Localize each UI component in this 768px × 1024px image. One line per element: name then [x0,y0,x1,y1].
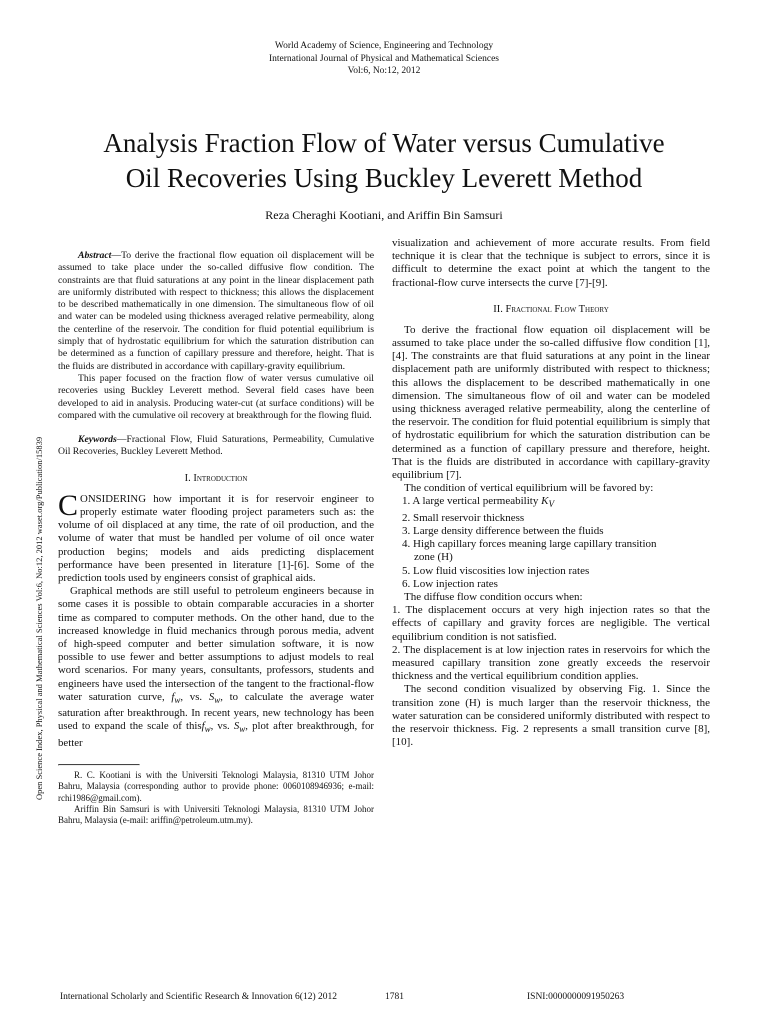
theory-paragraph-1: To derive the fractional flow equation oil displacement will be assumed to take place under the so-called diffusive flow condition [1], [4]. The constraints are that fluid saturations at any point in the linear displacement path are uniformly distributed with respect to thickness; this allows the displacement to be described mathematically in one dimension. The simultaneous flow of oil and water can be modeled using thickness averaged relative permeability, along the centerline of the reservoir. The condition for fluid potential equilibrium is simply that of hydrostatic equilibrium for which the saturation distribution can be determined as a function of capillary pressure and therefore, height. That is the fluids are distributed in accordance with capillary-gravity equilibrium [7]. [392,323,710,482]
journal-volume: Vol:6, No:12, 2012 [347,66,421,76]
footnote-rule [58,764,140,766]
intro-p2-b: , vs. [180,690,209,703]
abstract-paragraph-2: This paper focused on the fraction flow of water versus cumulative oil recoveries using Buckley Leverett method. Several field cases have been developed to aid in analysis. Producing water-cut (at surface conditions) will be compared with the cumulative oil recovery at breakthrough for the flowing fluid. [58,372,374,421]
left-column [58,250,374,826]
list-item [392,495,710,511]
symbol-sw [209,691,220,703]
kv-base: K [541,495,549,508]
fw-base: f [171,690,175,703]
condition-2: 2. The displacement is at low injection rates in reservoirs for which the measured capillary transition zone greatly exceeds the reservoir thickness and the vertical equilibrium condition applies. [392,643,710,683]
footnote-author-2: Ariffin Bin Samsuri is with Universiti Teknologi Malaysia, 81310 UTM Johor Bahru, Malaysia (e-mail: ariffin@petroleum.utm.my). [58,803,374,826]
journal-name: International Journal of Physical and Mathematical Sciences [268,53,500,64]
symbol-kv [541,495,555,510]
list-item: 5. Low fluid viscosities low injection rates [402,564,590,577]
list-item [392,538,710,564]
intro-p2-d: , vs. [210,720,234,733]
title-line-1: Analysis Fraction Flow of Water versus Cumulative [103,128,665,158]
theory-paragraph-2: The condition of vertical equilibrium will be favored by: [404,482,654,495]
keywords-heading: Keywords [78,434,117,446]
abstract-text: —To derive the fractional flow equation oil displacement will be assumed to take place under the so-called diffusive flow condition. The constraints are that fluid saturations at any point in the linear displacement path are uniformly distributed with respect to thickness; this allows the displacement to be described mathematically in one dimension. The simultaneous flow of oil and water can be modeled using thickness averaged relative permeability, along the centerline of the reservoir. The condition for fluid potential equilibrium is simply that of hydrostatic equilibrium for which the saturation distribution can be determined as a function of capillary pressure and therefore, height. That is the fluids are distributed in accordance with capillary-gravity equilibrium. [58,250,374,372]
list-item: 6. Low injection rates [402,577,498,590]
sw-sub-2: w [239,724,246,735]
section-heading-introduction: I. Introduction [184,472,248,484]
journal-org: World Academy of Science, Engineering and Technology [274,41,494,51]
theory-paragraph-4: The second condition visualized by observing Fig. 1. Since the transition zone (H) is much larger than the reservoir thickness, the water saturation can be considered uniformly distributed with respect to the reservoir thickness. Fig. 2 represents a small transition curve [8], [10]. [392,683,710,749]
fw-sub-2: w [204,724,211,735]
intro-paragraph-2 [58,585,374,750]
condition-1: 1. The displacement occurs at very high injection rates so that the effects of capillary and gravity forces are negligible. The vertical equilibrium condition is not satisfied. [392,604,710,643]
continued-paragraph: visualization and achievement of more accurate results. From field technique it is clear that the technique is subject to errors, since it is difficult to determine the exact point at which the tangent to the fractional-flow curve intersects the curve [7]-[9]. [392,237,710,289]
journal-header [0,40,768,78]
list-item: 2. Small reservoir thickness [402,511,525,524]
footnote-author-1: R. C. Kootiani is with the Universiti Teknologi Malaysia, 81310 UTM Johor Bahru, Malaysia (corresponding author to provide phone: 0060108946936; e-mail: rchi1986@gmail.com). [58,769,374,803]
sw-sub: w [214,694,221,705]
footer-publisher: International Scholarly and Scientific Research & Innovation 6(12) 2012 [60,992,338,1002]
intro-p2-c: , to calculate the average water saturation after breakthrough. In recent years, new technology has been used to expand the scale of this [58,690,375,733]
intro-lead-word: ONSIDERING [80,492,146,505]
footer-isni: ISNI:0000000091950263 [527,992,625,1002]
conditions-list [392,495,710,591]
section-heading-fractional-flow-theory: II. Fractional Flow Theory [493,303,609,315]
fw-sub: w [174,694,181,705]
right-column [392,237,710,750]
authors: Reza Cheraghi Kootiani, and Ariffin Bin Samsuri [265,208,503,222]
list-item-text: 4. High capillary forces meaning large capillary transition [402,538,657,551]
intro-p2-a: Graphical methods are still useful to petroleum engineers because in some cases it is possible to obtain comparable accuracies in a shorter time as compared to computer methods. On the other hand, due to the increased knowledge in fluid mechanics through porous media, advent of high-speed computer and better simulation software, it is now possible to use fewer and better assumptions to adjust models to real word scenarios. For many years, consultants, professors, students and engineers have used the intersection of the tangent to the fractional-flow water saturation curve, [58,585,374,703]
intro-p2-e: , plot after breakthrough, for better [58,720,374,749]
list-item-text: 1. A large vertical permeability [402,495,539,508]
fw-base-2: f [201,720,205,733]
theory-paragraph-3: The diffuse flow condition occurs when: [404,591,583,604]
intro-paragraph-1 [58,488,374,585]
sw-base-2: S [233,720,240,733]
list-item: 3. Large density difference between the fluids [402,525,604,538]
drop-cap: C [58,488,79,522]
abstract-heading: Abstract [78,250,112,261]
list-item-continuation: zone (H) [414,551,453,564]
symbol-fw-2 [201,720,211,735]
sw-base: S [208,690,215,703]
footer-page-number: 1781 [385,992,404,1002]
title-line-2: Oil Recoveries Using Buckley Leverett Method [125,163,643,193]
symbol-sw-2 [233,720,246,735]
paper-title [40,126,728,196]
keywords [58,434,374,459]
sidebar-citation: Open Science Index, Physical and Mathematical Sciences Vol:6, No:12, 2012 waset.org/Publication/15839 [34,436,44,800]
kv-sub: V [548,499,555,510]
intro-p1-text: how important it is for reservoir engineer to properly estimate water flooding project parameters such as: the volume of oil displaced at any time, the rate of oil production, and the volume of water that must be handled per volume of oil once water production begins; models and aids predicting displacement performance have been presented in literature [1]-[6]. Some of the prediction tools used by engineers consist of graphical aids. [58,492,374,584]
keywords-text: —Fractional Flow, Fluid Saturations, Permeability, Cumulative Oil Recoveries, Buckley Leverett Method. [58,434,374,458]
abstract [58,250,374,373]
